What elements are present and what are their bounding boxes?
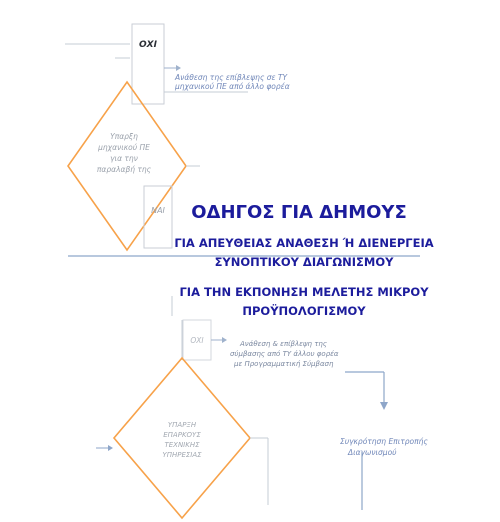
decision-top-line-4: παραλαβή της xyxy=(96,165,152,174)
decision-top-line-3: για την xyxy=(110,154,138,163)
no-label-bottom: ΟΧΙ xyxy=(190,336,204,345)
yes-box xyxy=(144,186,172,248)
flowchart-background xyxy=(65,24,428,518)
action-bottom-line-3: με Προγραμματική Σύμβαση xyxy=(234,360,334,368)
decision-bottom-line-3: ΤΕΧΝΙΚΗΣ xyxy=(164,441,200,449)
main-title: ΟΔΗΓΟΣ ΓΙΑ ΔΗΜΟΥΣ xyxy=(191,202,407,223)
yes-label: ΝΑΙ xyxy=(151,206,165,215)
decision-bottom-line-2: ΕΠΑΡΚΟΥΣ xyxy=(163,431,201,439)
subtitle-line-4: ΠΡΟΫΠΟΛΟΓΙΣΜΟΥ xyxy=(242,304,366,318)
action-top-line-1: Ανάθεση της επίβλεψης σε ΤΥ xyxy=(175,73,288,82)
arrow-head xyxy=(108,445,113,451)
decision-bottom-line-1: ΥΠΑΡΞΗ xyxy=(167,421,197,429)
subtitle-line-1: ΓΙΑ ΑΠΕΥΘΕΙΑΣ ΑΝΑΘΕΣΗ Ή ΔΙΕΝΕΡΓΕΙΑ xyxy=(174,236,434,250)
action-bottom-line-2: σύμβασης από ΤΥ άλλου φορέα xyxy=(230,350,339,358)
subtitle-line-2: ΣΥΝΟΠΤΙΚΟΥ ΔΙΑΓΩΝΙΣΜΟΥ xyxy=(214,255,394,269)
no-box-top xyxy=(132,24,164,104)
arrow-head xyxy=(222,337,227,343)
action-top-line-2: μηχανικού ΠΕ από άλλο φορέα xyxy=(175,82,290,91)
decision-top-line-2: μηχανικού ΠΕ xyxy=(98,143,150,152)
subtitle-line-3: ΓΙΑ ΤΗΝ ΕΚΠΟΝΗΣΗ ΜΕΛΕΤΗΣ ΜΙΚΡΟΥ xyxy=(179,285,429,299)
no-label-top: ΟΧΙ xyxy=(139,40,157,50)
decision-top-line-1: Υπαρξη xyxy=(110,132,138,141)
committee-line-2: Διαγωνισμού xyxy=(348,448,397,457)
action-bottom-line-1: Ανάθεση & επίβλεψη της xyxy=(240,340,327,348)
committee-line-1: Συγκρότηση Επιτροπής xyxy=(340,437,428,446)
decision-bottom-line-4: ΥΠΗΡΕΣΙΑΣ xyxy=(162,451,202,459)
arrow-head xyxy=(176,65,181,71)
arrow-head xyxy=(380,402,388,410)
title-block xyxy=(174,202,433,318)
